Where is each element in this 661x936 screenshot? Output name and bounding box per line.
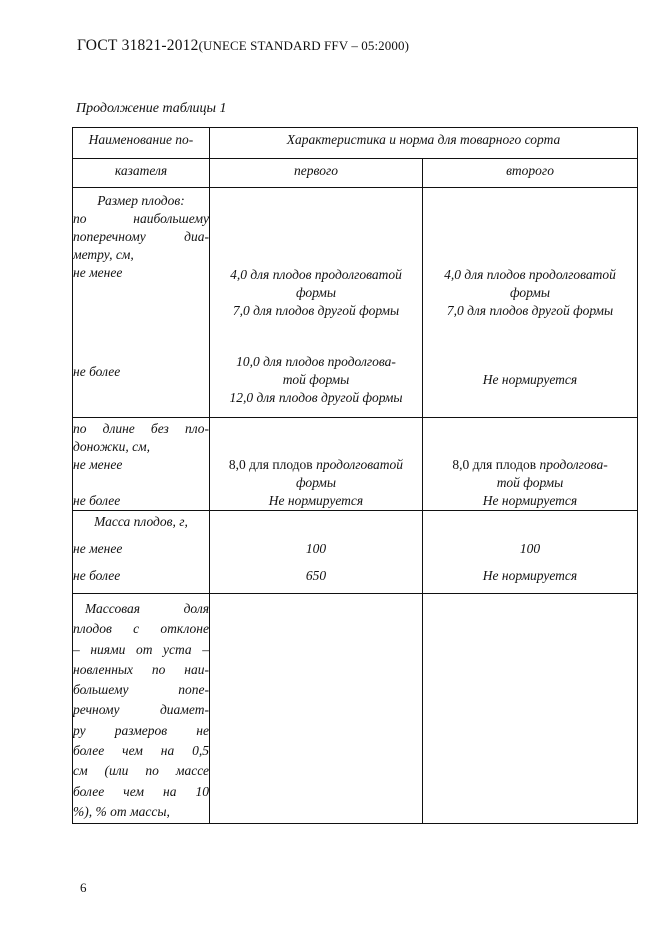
table-row-length xyxy=(73,418,638,511)
table-row-fraction xyxy=(73,594,638,824)
size-second-min-line: 4,0 для плодов продолговатой xyxy=(444,267,616,282)
standard-reference: (UNECE STANDARD FFV – 05:2000) xyxy=(198,38,410,53)
size-second-min-line: формы xyxy=(510,285,550,300)
mass-second-cell xyxy=(423,511,638,594)
header-characteristic xyxy=(210,128,638,159)
quality-table xyxy=(72,127,638,824)
header-indicator-line1: Наименование по- xyxy=(88,132,194,147)
fraction-label-line: Массовая доля xyxy=(85,601,209,616)
size-label-cell xyxy=(73,188,210,418)
fraction-label-line: новленных по наи- xyxy=(73,661,209,677)
fraction-label-line: ру размеров не xyxy=(73,722,209,738)
mass-first-cell xyxy=(210,511,423,594)
size-label-line: не менее xyxy=(73,265,123,280)
fraction-label-line: речному диамет- xyxy=(73,702,209,718)
length-not-more-label: не более xyxy=(73,493,121,508)
length-second-max: Не нормируется xyxy=(482,493,578,508)
length-label-line: по длине без пло- xyxy=(73,421,209,436)
length-second-min-text: 8,0 для плодов xyxy=(452,457,540,472)
table-row-size xyxy=(73,188,638,418)
size-not-more-label: не более xyxy=(73,364,121,379)
size-label-line: Размер плодов: xyxy=(97,193,185,208)
size-second-cell xyxy=(423,188,638,418)
fraction-label-line: более чем на 0,5 xyxy=(73,743,209,759)
fraction-label-line: более чем на 10 xyxy=(73,783,209,799)
fraction-label-cell xyxy=(73,594,210,824)
length-first-max: Не нормируется xyxy=(268,493,364,508)
header-indicator-name xyxy=(73,128,210,159)
document-header xyxy=(77,37,409,55)
mass-second-min: 100 xyxy=(519,541,541,556)
header-first-grade-text: первого xyxy=(294,163,338,178)
mass-label: Масса плодов, г, xyxy=(94,514,188,529)
size-second-min-line: 7,0 для плодов другой формы xyxy=(446,303,614,318)
length-first-min-text: формы xyxy=(296,475,336,490)
header-second-grade xyxy=(423,159,638,188)
mass-max-label: не более xyxy=(73,568,121,583)
fraction-first-cell xyxy=(210,594,423,824)
length-second-min-text: той формы xyxy=(496,475,564,490)
mass-label-cell xyxy=(73,511,210,594)
mass-second-max: Не нормируется xyxy=(482,568,578,583)
mass-first-min: 100 xyxy=(305,541,327,556)
fraction-label-line: см (или по массе xyxy=(73,763,209,779)
fraction-label-line: большему попе- xyxy=(73,682,209,698)
header-second-grade-text: второго xyxy=(506,163,554,178)
length-second-cell xyxy=(423,418,638,511)
gost-number: ГОСТ 31821-2012 xyxy=(77,37,199,54)
size-first-max-line: 12,0 для плодов другой формы xyxy=(229,390,403,405)
size-first-min-line: 7,0 для плодов другой формы xyxy=(232,303,400,318)
page-number: 6 xyxy=(80,880,87,895)
size-label-line: поперечному диа- xyxy=(73,229,209,244)
header-indicator-name-cont xyxy=(73,159,210,188)
mass-first-max: 650 xyxy=(305,568,327,583)
length-first-min-text: продолговатой xyxy=(316,457,404,472)
size-first-min-line: формы xyxy=(296,285,336,300)
size-first-cell xyxy=(210,188,423,418)
header-characteristic-text: Характеристика и норма для товарного сорта xyxy=(286,132,561,147)
fraction-label-line: – ниями от уста – xyxy=(73,641,209,657)
header-first-grade xyxy=(210,159,423,188)
table-continuation-caption: Продолжение таблицы 1 xyxy=(76,101,227,116)
size-first-max-line: той формы xyxy=(282,372,350,387)
fraction-label-line: плодов с отклоне xyxy=(73,621,209,637)
fraction-second-cell xyxy=(423,594,638,824)
size-first-min-line: 4,0 для плодов продолговатой xyxy=(230,267,402,282)
table-row-mass xyxy=(73,511,638,594)
length-second-min-text: продолгова- xyxy=(539,457,608,472)
size-label-line: метру, см, xyxy=(73,247,134,262)
length-first-cell xyxy=(210,418,423,511)
size-first-max-line: 10,0 для плодов продолгова- xyxy=(236,354,396,369)
length-first-min-text: 8,0 для плодов xyxy=(228,457,317,472)
size-second-max: Не нормируется xyxy=(482,372,578,387)
length-label-line: не менее xyxy=(73,457,123,472)
size-label-line: по наибольшему xyxy=(73,211,209,226)
length-label-cell xyxy=(73,418,210,511)
header-indicator-line2: казателя xyxy=(114,163,168,178)
length-label-line: доножки, см, xyxy=(73,439,151,454)
mass-min-label: не менее xyxy=(73,541,123,556)
fraction-label-line: %), % от массы, xyxy=(73,803,170,819)
